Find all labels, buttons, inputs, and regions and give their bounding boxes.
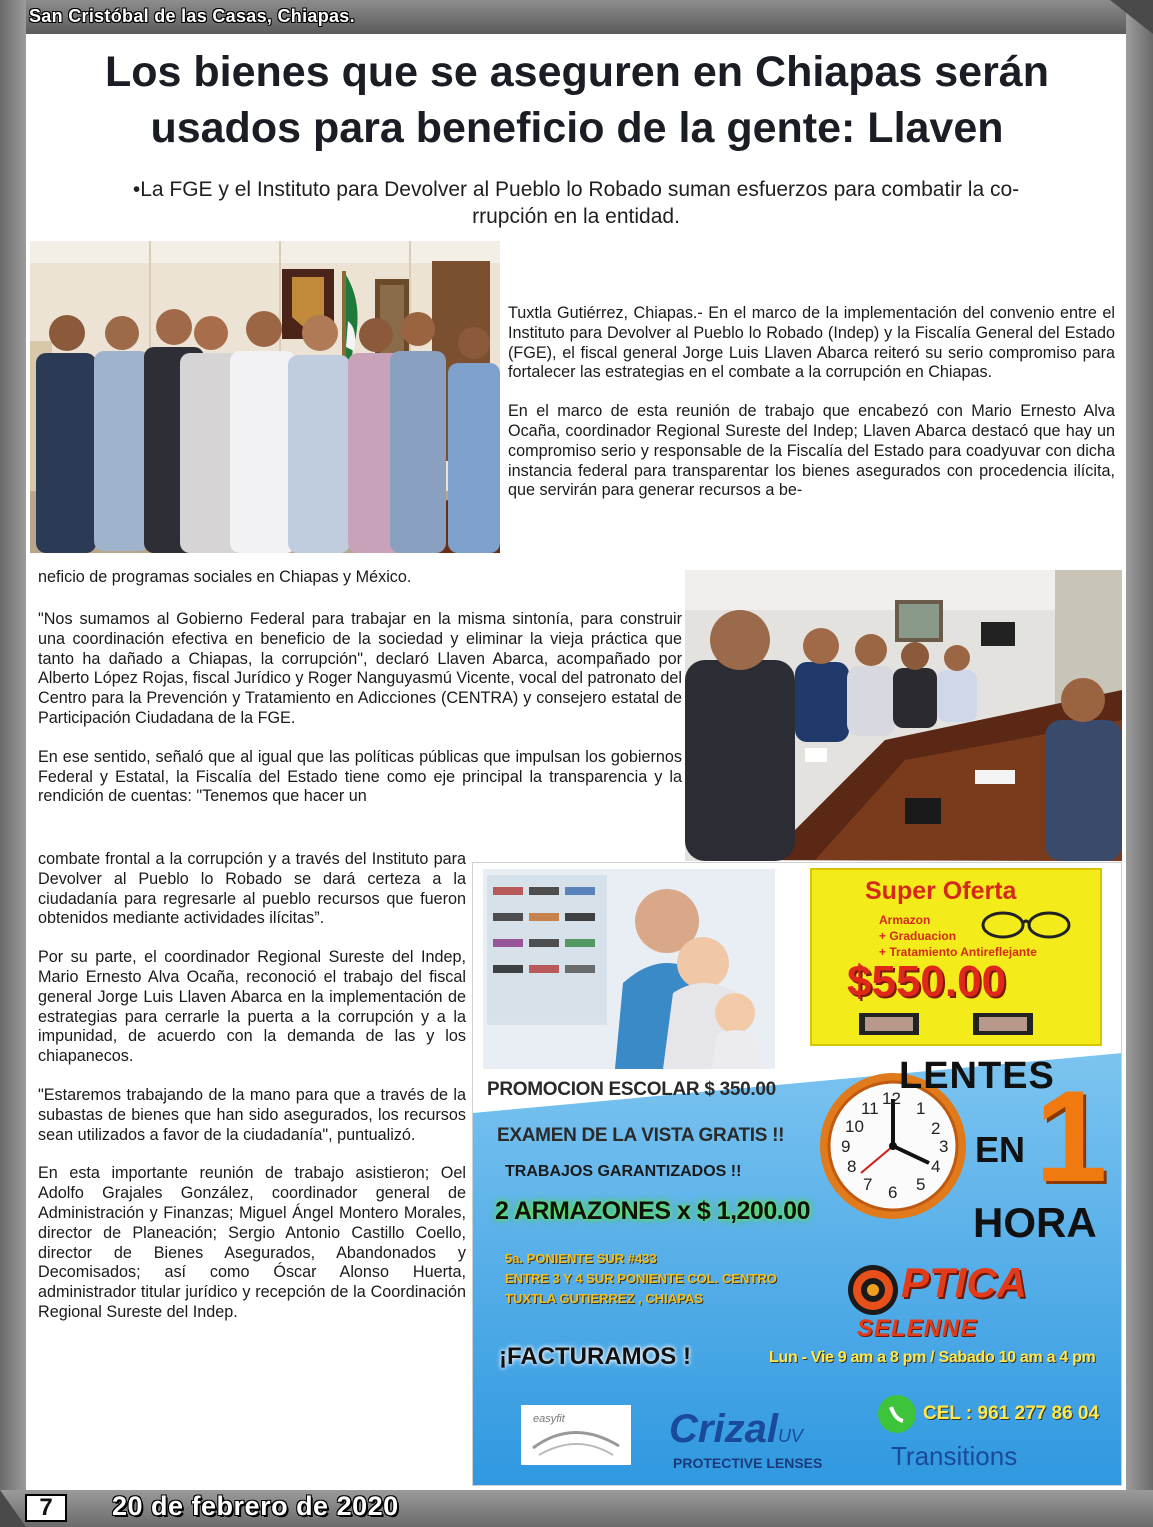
brand-name: PTICA <box>901 1259 1027 1306</box>
article-paragraph: En el marco de esta reunión de trabajo que encabezó con Mario Ernesto Alva Ocaña, coordinador Regional Sureste del Indep; Llaven Abarca destacó que hay un compromiso serio y responsable de la Fiscalía del Estado para coadyuvar con dicha instancia federal para transparentar los bienes asegurados con procedencia ilícita, que servirán para generar recursos a be- <box>508 402 1115 500</box>
clock-number: 11 <box>861 1099 879 1118</box>
article-paragraph: "Estaremos trabajando de la mano para que a través de la subastas de bienes que han sido asegurados, los recursos sean utilizados a favor de la ciudadanía", puntualizó. <box>38 1085 466 1144</box>
crizal-tagline: PROTECTIVE LENSES <box>673 1455 823 1471</box>
article-paragraph: En esta importante reunión de trabajo asistieron; Oel Adolfo Grajales González, coordinador general de Administración y Finanzas; Miguel Ángel Montero Morales, director de Planeación; Sergio Antonio Castillo Coello, director de Bienes Asegurados, Abandonados y Decomisados; así como Óscar Alonso Huerta, administrador titular jurídico y recepción de la Coordinación Regional Sureste del Indep. <box>38 1164 466 1321</box>
article-column-mid <box>38 610 682 807</box>
article-paragraph: combate frontal a la corrupción y a través del Instituto para Devolver al Pueblo lo Robado se dará certeza a la ciudadanía para regresarle al pueblo recursos que fueron obtenidos mediante actividades ilícitas”. <box>38 850 466 928</box>
right-frame-bar <box>1126 0 1153 1527</box>
article-paragraph: Tuxtla Gutiérrez, Chiapas.- En el marco de la implementación del convenio entre el Instituto para Devolver al Pueblo lo Robado (Indep) y la Fiscalía General del Estado (FGE), el fiscal general Jorge Luis Llaven Abarca reiteró su serio compromiso para fortalecer las estrategias en el combate a la corrupción en Chiapas. <box>508 304 1115 382</box>
article-subhead <box>38 176 1114 230</box>
hora-label: HORA <box>973 1199 1097 1246</box>
clock-number: 9 <box>841 1137 851 1156</box>
store-hours: Lun - Vie 9 am a 8 pm / Sabado 10 am a 4 pm <box>769 1349 1096 1366</box>
article-paragraph: "Nos sumamos al Gobierno Federal para trabajar en la misma sintonía, para construir una coordinación efectiva en beneficio de la sociedad y eliminar la vieja práctica que tanto ha dañado a Chiapas, la corrupción", declaró Llaven Abarca, acompañado por Alberto López Rojas, fiscal Jurídico y Roger Nanguyasmú Vicente, vocal del patronato del Centro para la Prevención y Tratamiento en Adicciones (CENTRA) y consejero estatal de Participación Ciudadana de la FGE. <box>38 610 682 727</box>
group-photo <box>30 241 500 553</box>
frame-corner <box>0 1490 26 1527</box>
article-paragraph: Por su parte, el coordinador Regional Sureste del Indep, Mario Ernesto Alva Ocaña, reconoció el trabajo del fiscal general Jorge Luis Llaven Abarca en la implementación de estrategias para cerrarle la puerta a la corrupción y a la impunidad, de acuerdo con la demanda de las y los chiapanecos. <box>38 948 466 1066</box>
address-line: ENTRE 3 Y 4 SUR PONIENTE COL. CENTRO <box>505 1271 777 1286</box>
subhead-line: •La FGE y el Instituto para Devolver al Pueblo lo Robado suman esfuerzos para combatir la co- <box>132 178 1020 201</box>
warranty-text: TRABAJOS GARANTIZADOS !! <box>505 1163 742 1180</box>
article-headline <box>30 44 1124 156</box>
clock-number: 3 <box>939 1137 949 1156</box>
article-column-top-right <box>508 304 1115 520</box>
article-column-low <box>38 850 466 1342</box>
brand-subname: SELENNE <box>857 1315 978 1342</box>
page-number: 7 <box>25 1494 67 1522</box>
easyfit-logo: easyfit <box>533 1413 565 1425</box>
headline-line: Los bienes que se aseguren en Chiapas serán <box>105 48 1049 96</box>
promo-text: PROMOCION ESCOLAR $ 350.00 <box>487 1079 776 1100</box>
en-label: EN <box>975 1129 1026 1170</box>
address-line: 5a. PONIENTE SUR #433 <box>505 1251 657 1266</box>
clock-number: 6 <box>888 1183 898 1202</box>
article-paragraph: En ese sentido, señaló que al igual que las políticas públicas que impulsan los gobiernos Federal y Estatal, la Fiscalía del Estado tiene como eje principal la transparencia y la rendición de cuentas: "Tenemos que hacer un <box>38 747 682 806</box>
subhead-line: rrupción en la entidad. <box>472 205 680 228</box>
clock-number: 4 <box>931 1157 941 1176</box>
optica-advertisement <box>472 862 1122 1486</box>
clock-number: 8 <box>847 1157 857 1176</box>
frames-offer: 2 ARMAZONES x $ 1,200.00 <box>495 1197 810 1225</box>
one-label: 1 <box>1035 1063 1108 1209</box>
issue-date: 20 de febrero de 2020 <box>112 1491 399 1521</box>
article-paragraph-continuation: neficio de programas sociales en Chiapas y México. <box>38 568 412 586</box>
offer-line: Armazon <box>879 913 931 927</box>
clock-number: 7 <box>863 1175 873 1194</box>
headline-line: usados para beneficio de la gente: Llaven <box>150 104 1004 152</box>
transitions-logo: Transitions <box>891 1441 1018 1471</box>
invoice-text: ¡FACTURAMOS ! <box>499 1343 691 1370</box>
exam-text: EXAMEN DE LA VISTA GRATIS !! <box>497 1125 785 1146</box>
meeting-photo <box>685 570 1122 861</box>
frame-corner <box>1110 0 1153 34</box>
offer-price: $550.00 <box>847 957 1007 1006</box>
clock-number: 5 <box>916 1175 926 1194</box>
clock-number: 1 <box>916 1099 926 1118</box>
offer-line: + Graduacion <box>879 929 957 943</box>
crizal-logo <box>669 1407 803 1452</box>
offer-line: + Tratamiento Antireflejante <box>879 945 1037 959</box>
clock-number: 10 <box>845 1117 864 1136</box>
crizal-name: Crizal <box>669 1407 778 1451</box>
clock-number: 12 <box>882 1089 901 1108</box>
address-line: TUXTLA GUTIERREZ , CHIAPAS <box>505 1291 703 1306</box>
clock-number: 2 <box>931 1119 941 1138</box>
lentes-label: LENTES <box>899 1055 1055 1097</box>
crizal-uv: UV <box>777 1426 803 1446</box>
left-frame-bar <box>0 0 26 1527</box>
phone-number: CEL : 961 277 86 04 <box>923 1403 1100 1424</box>
offer-title: Super Oferta <box>865 877 1017 905</box>
location-label: San Cristóbal de las Casas, Chiapas. <box>29 6 355 26</box>
